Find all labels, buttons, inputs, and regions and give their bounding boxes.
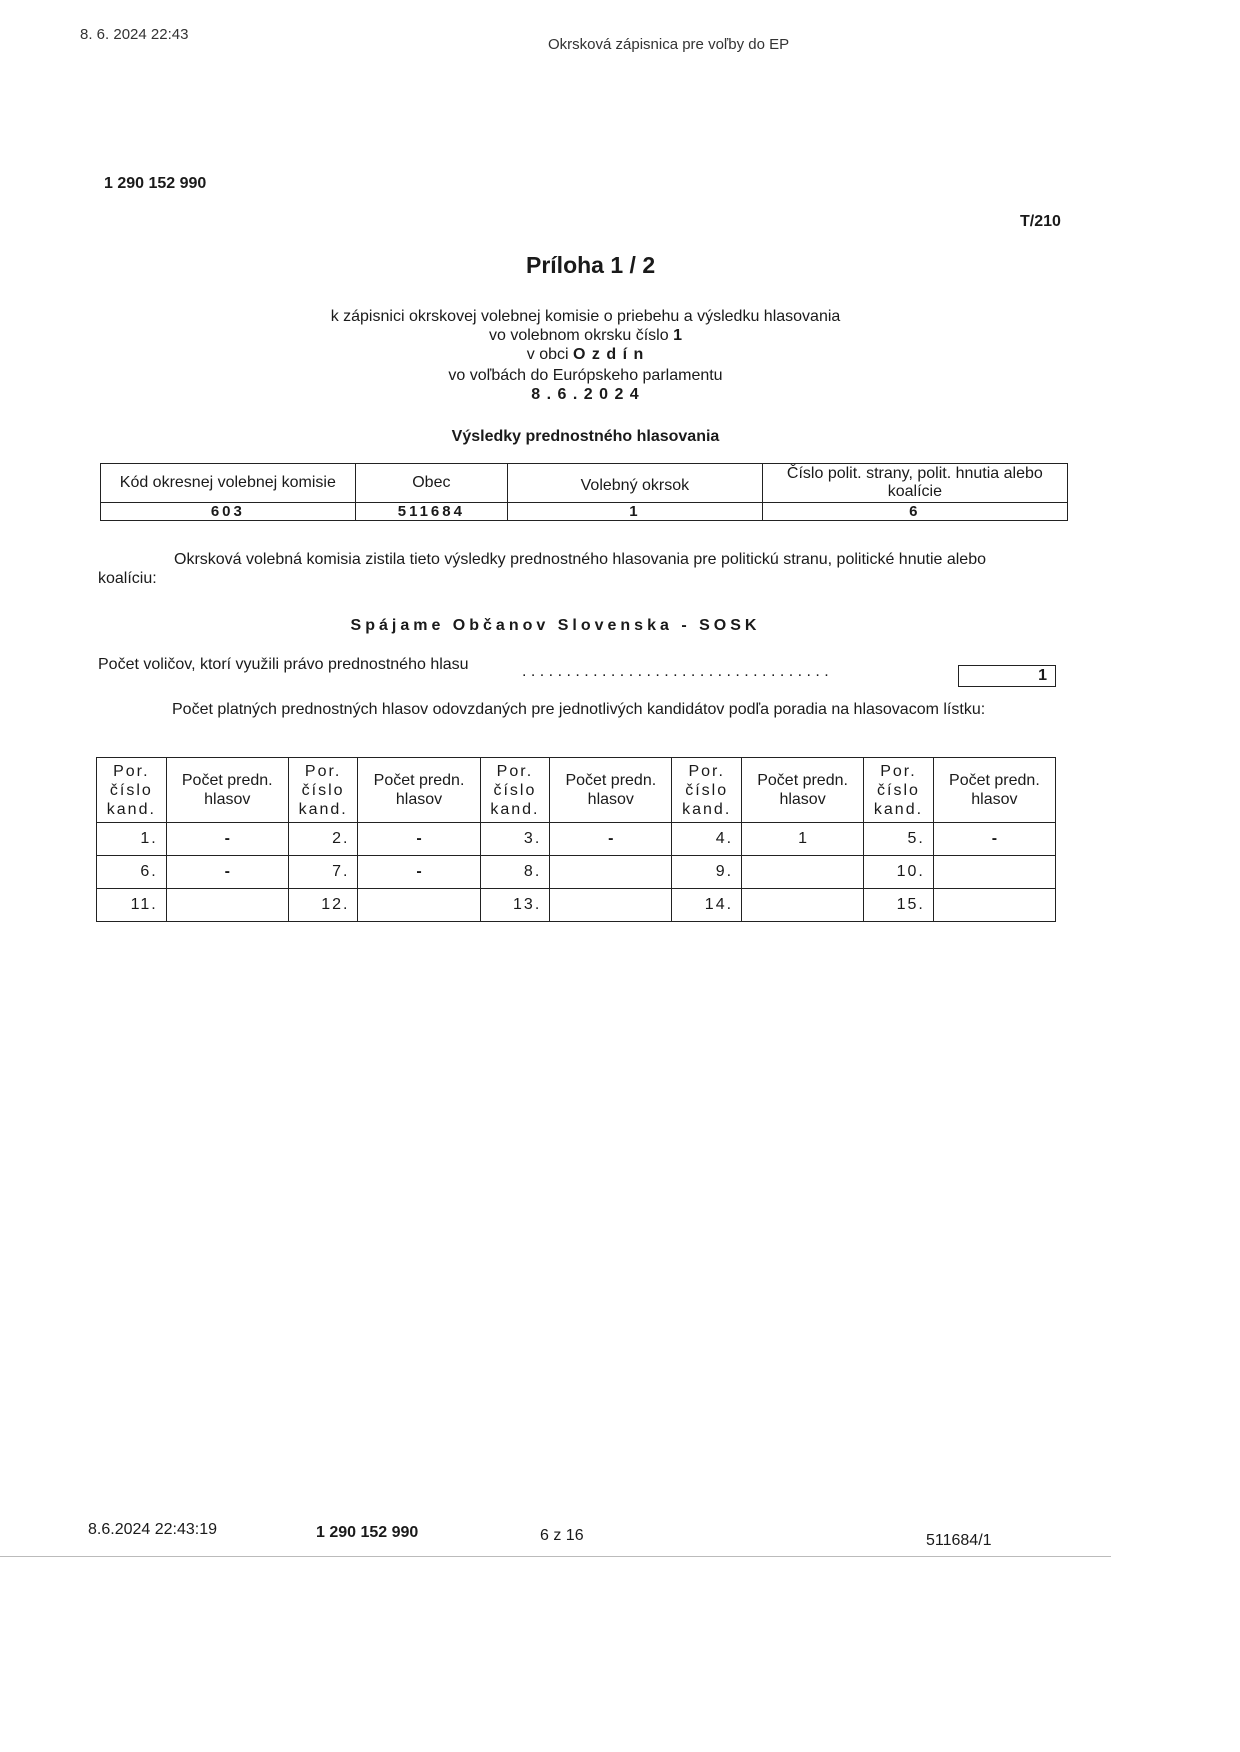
candidate-number: 2.	[288, 823, 358, 856]
info-value-district: 603	[101, 503, 356, 521]
candidate-number: 13.	[480, 889, 550, 922]
voters-label: Počet voličov, ktorí využili právo prednostného hlasu	[98, 656, 469, 673]
section-title: Výsledky prednostného hlasovania	[451, 428, 720, 445]
col-header-preferential-votes: Počet predn. hlasov	[550, 758, 672, 823]
candidate-votes: -	[358, 856, 480, 889]
info-header-municipality: Obec	[355, 464, 507, 503]
candidate-number: 5.	[864, 823, 934, 856]
footer-page-number: 6 z 16	[540, 1527, 584, 1544]
footer-barcode-number: 1 290 152 990	[316, 1524, 419, 1541]
info-header-party-number: Číslo polit. strany, polit. hnutia alebo koalície	[762, 464, 1067, 503]
table-row	[97, 823, 1056, 856]
candidate-votes-table	[96, 757, 1056, 922]
intro-line-3: v obci O z d í n	[526, 346, 645, 363]
info-value-municipality: 511684	[355, 503, 507, 521]
candidate-votes: -	[933, 823, 1055, 856]
candidate-votes	[742, 889, 864, 922]
candidate-votes	[550, 856, 672, 889]
party-name: Spájame Občanov Slovenska - SOSK	[350, 617, 761, 634]
candidate-votes	[742, 856, 864, 889]
voters-count: 1	[958, 665, 1056, 687]
footer-timestamp: 8.6.2024 22:43:19	[88, 1521, 218, 1538]
candidate-number: 14.	[672, 889, 742, 922]
candidate-votes	[550, 889, 672, 922]
footer-code: 511684/1	[926, 1532, 992, 1549]
valid-votes-statement: Počet platných prednostných hlasov odovzdaných pre jednotlivých kandidátov podľa poradia na hlasovacom lístku:	[172, 701, 986, 718]
candidate-votes: 1	[742, 823, 864, 856]
col-header-candidate-number: Por. číslo kand.	[288, 758, 358, 823]
info-value-precinct: 1	[508, 503, 763, 521]
col-header-preferential-votes: Počet predn. hlasov	[933, 758, 1055, 823]
table-header-row	[97, 758, 1056, 823]
intro-line-2: vo volebnom okrsku číslo 1	[489, 327, 682, 344]
candidate-number: 7.	[288, 856, 358, 889]
candidate-votes	[358, 889, 480, 922]
page-title: Príloha 1 / 2	[526, 252, 656, 278]
col-header-preferential-votes: Počet predn. hlasov	[358, 758, 480, 823]
intro-line-1: k zápisnici okrskovej volebnej komisie o priebehu a výsledku hlasovania	[330, 308, 841, 325]
candidate-votes: -	[358, 823, 480, 856]
info-table	[100, 463, 1068, 521]
table-row	[97, 889, 1056, 922]
col-header-candidate-number: Por. číslo kand.	[480, 758, 550, 823]
col-header-candidate-number: Por. číslo kand.	[672, 758, 742, 823]
info-header-precinct: Volebný okrsok	[508, 464, 763, 503]
col-header-candidate-number: Por. číslo kand.	[864, 758, 934, 823]
candidate-number: 10.	[864, 856, 934, 889]
col-header-candidate-number: Por. číslo kand.	[97, 758, 167, 823]
candidate-number: 9.	[672, 856, 742, 889]
candidate-votes	[166, 889, 288, 922]
col-header-preferential-votes: Počet predn. hlasov	[166, 758, 288, 823]
candidate-number: 1.	[97, 823, 167, 856]
info-value-party-number: 6	[762, 503, 1067, 521]
candidate-number: 15.	[864, 889, 934, 922]
candidate-number: 6.	[97, 856, 167, 889]
print-datetime: 8. 6. 2024 22:43	[80, 26, 189, 43]
document-header-title: Okrsková zápisnica pre voľby do EP	[548, 36, 790, 53]
candidate-number: 3.	[480, 823, 550, 856]
election-date: 8 . 6 . 2 0 2 4	[531, 386, 640, 403]
candidate-votes: -	[550, 823, 672, 856]
table-row	[97, 856, 1056, 889]
candidate-votes: -	[166, 856, 288, 889]
barcode-number: 1 290 152 990	[104, 175, 207, 192]
candidate-number: 4.	[672, 823, 742, 856]
candidate-number: 12.	[288, 889, 358, 922]
candidate-number: 11.	[97, 889, 167, 922]
candidate-number: 8.	[480, 856, 550, 889]
col-header-preferential-votes: Počet predn. hlasov	[742, 758, 864, 823]
intro-line-4: vo voľbách do Európskeho parlamentu	[448, 367, 723, 384]
info-header-district: Kód okresnej volebnej komisie	[101, 464, 356, 503]
form-code: T/210	[1020, 213, 1061, 230]
candidate-votes: -	[166, 823, 288, 856]
voters-leader-dots: . . . . . . . . . . . . . . . . . . . . . . . . . . . . . . . . . . .	[522, 663, 829, 680]
candidate-votes	[933, 856, 1055, 889]
candidate-votes	[933, 889, 1055, 922]
footer-scan-line	[0, 1556, 1111, 1557]
results-statement: Okrsková volebná komisia zistila tieto výsledky prednostného hlasovania pre politickú stranu, politické hnutie alebo koalíciu:	[98, 551, 986, 587]
